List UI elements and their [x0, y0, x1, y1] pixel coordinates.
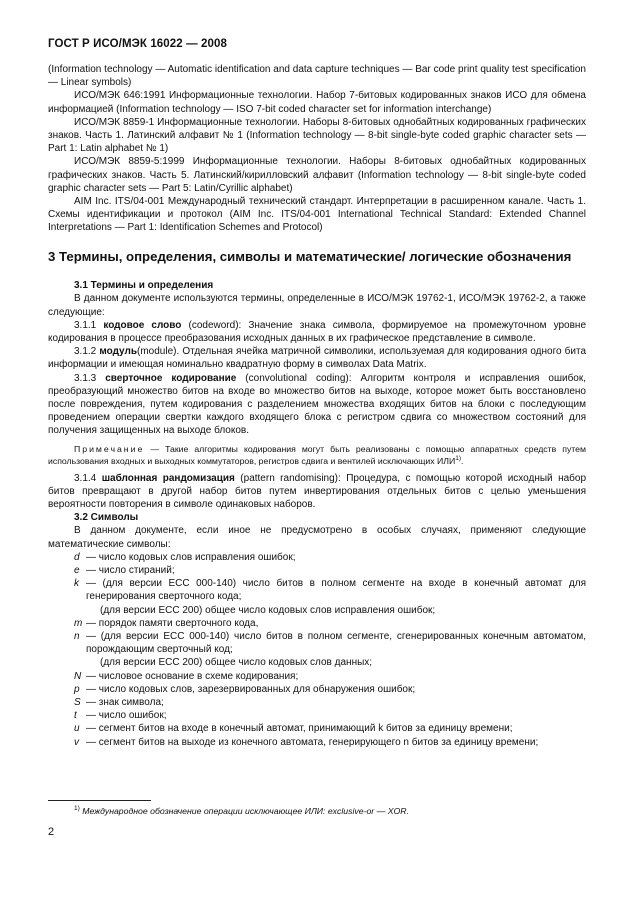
term-number: 3.1.2: [74, 346, 97, 358]
section-3-1-title: 3.1 Термины и определения: [74, 280, 214, 292]
term-definition: (module). Отдельная ячейка матричной символики, используемая для кодирования одного бита информации и имеющая номинально квадратную форму в символах Data Matrix.: [48, 346, 587, 371]
document-page: [48, 38, 586, 749]
symbol-item: [48, 709, 586, 722]
symbol: n: [74, 631, 80, 643]
symbol-item: [48, 722, 586, 735]
symbol-desc: — число кодовых слов исправления ошибок;: [86, 551, 296, 563]
footnote-marker: 1): [74, 805, 80, 813]
section-3-1-intro: В данном документе используются термины, определенные в ИСО/МЭК 19762-1, ИСО/МЭК 19762-2, а также следующие:: [48, 293, 586, 318]
term-3-1-3: [48, 372, 586, 438]
term-name: шаблонная рандомизация: [101, 472, 235, 484]
note: Примечание — Такие алгоритмы кодирования могут быть реализованы с помощью аппаратных средств путем использования входных и выходных коммутаторов, регистров сдвига и вентилей исключающих ИЛИ$^{1)}$.: [48, 443, 586, 466]
symbol-desc-continuation: (для версии ECC 200) общее число кодовых слов данных;: [100, 657, 373, 669]
reference-iso646: ИСО/МЭК 646:1991 Информационные технологии. Набор 7-битовых кодированных знаков ИСО для обмена информацией (Information technology — ISO 7-bit coded character set for information interchange): [48, 90, 586, 115]
footnote-separator: [48, 800, 151, 801]
symbol: m: [74, 617, 83, 629]
term-definition: (codeword): Значение знака символа, формируемое на промежуточном уровне кодирования в процессе преобразования исходных данных в их графическое представление в символе.: [48, 319, 587, 344]
symbol-item: [48, 670, 586, 683]
document-header: ГОСТ Р ИСО/МЭК 16022 — 2008: [48, 38, 227, 50]
symbol-desc: — знак символа;: [86, 697, 164, 709]
term-3-1-2: [48, 345, 586, 371]
symbol: d: [74, 551, 80, 563]
footnote-text: Международное обозначение операции исключающее ИЛИ: exclusive-or — XOR.: [82, 806, 409, 816]
term-number: 3.1.4: [74, 472, 97, 484]
term-3-1-1: [48, 319, 586, 345]
term-definition: (pattern randomising): Процедура, с помощью которой исходный набор битов превращают в другой набор битов путем инвертирования отдельных битов с целью уменьшения вероятности повторения в символе одинаковых наборов.: [48, 472, 587, 510]
symbol-item: [48, 736, 586, 749]
term-name: сверточное кодирование: [105, 372, 237, 384]
footnote: [74, 806, 409, 816]
symbol-item: [48, 630, 586, 670]
reference-aim-its: AIM Inc. ITS/04-001 Международный технический стандарт. Интерпретации в расширенном канале. Часть 1. Схемы идентификации и протокол (AIM Inc. ITS/04-001 International Technical Standard: Extended Channel Interpretations — Part 1: Identification Schemes and Protocol): [48, 196, 586, 234]
reference-iso8859-1: ИСО/МЭК 8859-1 Информационные технологии. Наборы 8-битовых однобайтных кодированных графических знаков. Часть 1. Латинский алфавит № 1 (Information technology — 8-bit single-byte coded graphic character sets — Part 1: Latin alphabet № 1): [48, 116, 586, 155]
reference-continuation: (Information technology — Automatic identification and data capture techniques — Bar code print quality test specification — Linear symbols): [48, 64, 586, 89]
symbol-desc: — сегмент битов на входе в конечный автомат, принимающий k битов за единицу времени;: [86, 723, 513, 735]
symbol: S: [74, 697, 81, 709]
symbol-desc: — порядок памяти сверточного кода,: [86, 617, 259, 629]
symbol: u: [74, 723, 80, 735]
symbol-desc: — число кодовых слов, зарезервированных для обнаружения ошибок;: [86, 683, 416, 695]
symbol-desc-continuation: (для версии ECC 200) общее число кодовых слов исправления ошибок;: [100, 604, 436, 616]
symbol: N: [74, 670, 82, 682]
reference-iso8859-5: ИСО/МЭК 8859-5:1999 Информационные технологии. Наборы 8-битовых однобайтных кодированных графических знаков. Часть 5. Латинский/кириллoвский алфавит (Information technology — 8-bit single-byte coded graphic character sets — Part 5: Latin/Cyrillic alphabet): [48, 156, 586, 194]
symbol-desc: — числовое основание в схеме кодирования;: [86, 670, 299, 682]
footnote-ref: 1): [455, 454, 461, 462]
symbol-desc: — число стираний;: [86, 565, 175, 576]
symbol-list: [48, 551, 586, 749]
term-name: модуль: [99, 346, 137, 358]
symbol: e: [74, 565, 80, 576]
symbol-item: [48, 564, 586, 577]
term-definition: (convolutional coding): Алгоритм контроля и исправления ошибок, преобразующий множество битов на входе во множество битов на выходе, которое может быть восстановлено после повреждения, путем кодирования с разделением множества входящих битов на блоки с последующим проведением операции свертки каждого входящего блока с регистром сдвига со множеством состояний для получения защищенных на выходе блоков.: [48, 372, 587, 437]
symbol-item: [48, 617, 586, 630]
symbol-item: [48, 551, 586, 564]
page-number: 2: [48, 826, 55, 838]
symbol: t: [74, 710, 77, 722]
symbol: p: [74, 683, 80, 695]
symbol-item: [48, 696, 586, 709]
symbol: v: [74, 736, 79, 748]
symbol-item: [48, 577, 586, 617]
term-number: 3.1.1: [74, 319, 97, 331]
symbol-desc: — (для версии ECC 000-140) число битов в полном сегменте на входе в конечный автомат для генерирования сверточного кода;: [86, 578, 586, 603]
term-number: 3.1.3: [74, 372, 97, 384]
symbol-desc: — (для версии ECC 000-140) число битов в полном сегменте, сгенерированных конечным автоматом, порождающим сверточный код;: [86, 631, 586, 656]
term-3-1-4: [48, 472, 586, 512]
symbol-desc: — число ошибок;: [86, 710, 167, 722]
symbol: k: [74, 578, 79, 590]
section-3-title: 3 Термины, определения, символы и математические/ логические обозначения: [48, 248, 572, 264]
section-3-2-intro: В данном документе, если иное не предусмотрено в особых случаях, применяют следующие математические символы:: [48, 525, 586, 550]
term-name: кодовое слово: [103, 319, 182, 331]
section-3-2-title: 3.2 Символы: [74, 512, 139, 524]
note-label: Примечание: [74, 443, 145, 454]
note-text: — Такие алгоритмы кодирования могут быть реализованы с помощью аппаратных средств путем использования входных и выходных коммутаторов, регистров сдвига и вентилей исключающих ИЛИ: [48, 443, 586, 466]
symbol-item: [48, 683, 586, 696]
symbol-desc: — сегмент битов на выходе из конечного автомата, генерирующего n битов за единицу времени;: [86, 736, 539, 748]
